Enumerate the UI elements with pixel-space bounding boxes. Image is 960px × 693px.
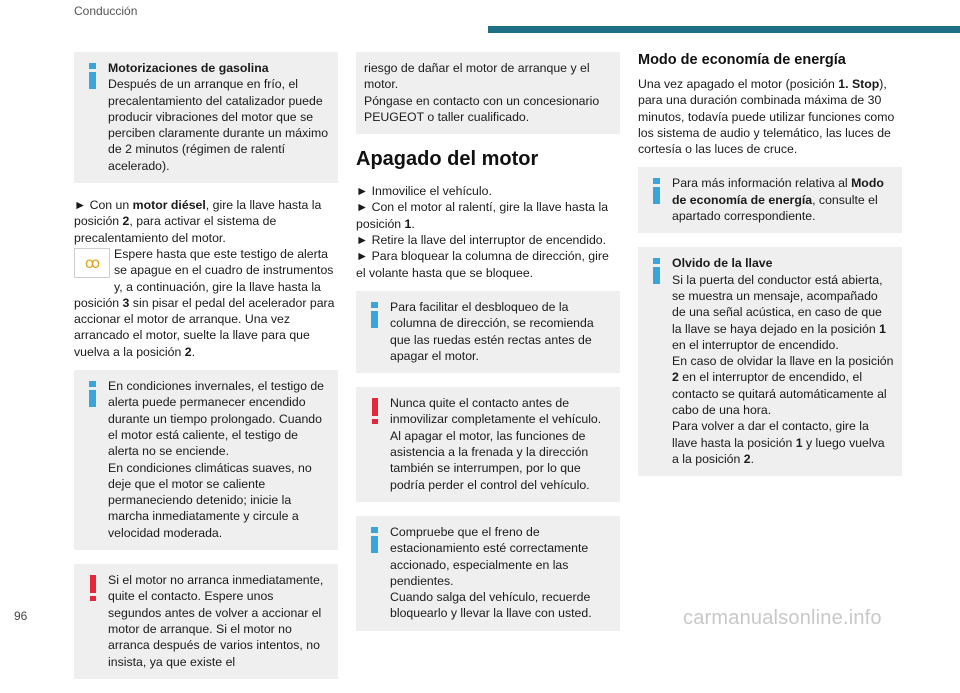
box-text: En condiciones climáticas suaves, no deje que el motor se caliente permaneciendo detenido; inicie la marcha inmediatamente y circule a velocidad moderada. [108,460,312,540]
telltale-paragraph: ꝏ Espere hasta que este testigo de alerta se apague en el cuadro de instrumentos y, a continuación, gire la llave hasta la posición 3 sin pisar el pedal del acelerador para accionar el motor de arranque. Una vez arrancado el motor, suelte la llave para que vuelva a la posición 2. [74,246,335,359]
info-icon [88,63,97,89]
box-text: Si el motor no arranca inmediatamente, quite el contacto. Espere unos segundos antes de volver a accionar el motor de arranque. Si el motor no arranca después de varios intentos, no insista, ya que existe el [108,573,324,669]
box-text: Cuando salga del vehículo, recuerde bloquearlo y llevar la llave con usted. [390,590,592,621]
info-box-steering [356,291,620,373]
column-1 [74,52,338,693]
box-text: Nunca quite el contacto antes de inmovilizar completamente el vehículo. Al apagar el motor, las funciones de asistencia a la frenada y la dirección también se interrumpen, por lo que podría perder el control del vehículo. [390,396,602,492]
watermark: carmanualsonline.info [683,607,882,629]
box-text: Para facilitar el desbloqueo de la columna de dirección, se recomienda que las ruedas estén rectas antes de apagar el motor. [390,299,594,363]
diesel-paragraph: ► Con un motor diésel, gire la llave hasta la posición 2, para activar el sistema de precalentamiento del motor. [74,198,322,245]
info-box-gasoline [74,52,338,183]
warning-icon [371,398,379,424]
warning-box-ignition [356,387,620,502]
info-box-winter [74,370,338,550]
info-icon [652,258,661,284]
info-icon [652,178,661,204]
step-2: ► Con el motor al ralentí, gire la llave hasta la posición 1. [356,200,609,231]
box-text: Después de un arranque en frío, el precalentamiento del catalizador puede producir vibraciones del motor que se perciben claramente durante un máximo de 2 minutos (régimen de ralentí acelerado). [108,77,329,173]
box-title: Motorizaciones de gasolina [108,61,269,75]
warning-box-continued [356,52,620,134]
info-icon [370,302,379,328]
subsection-title: Modo de economía de energía [638,52,846,68]
warning-icon [89,575,97,601]
step-1: ► Inmovilice el vehículo. [356,184,492,199]
info-icon [370,527,379,553]
step-3: ► Retire la llave del interruptor de encendido. [356,233,607,248]
info-box-parking-brake [356,516,620,631]
info-box-energy-mode: Para más información relativa al Modo de economía de energía, consulte el apartado correspondiente. [638,167,902,233]
page-number: 96 [14,609,28,623]
box-title: Olvido de la llave [672,256,773,271]
energy-mode-paragraph: Una vez apagado el motor (posición 1. Stop), para una duración combinada máxima de 30 minutos, todavía puede utilizar funciones como los sistema de audio y telemático, las luces de cortesía o las luces de cruce. [638,77,895,157]
glow-plug-warning-icon: ꝏ [74,248,110,278]
step-4: ► Para bloquear la columna de dirección, gire el volante hasta que se bloquee. [356,249,609,280]
info-icon [88,381,97,407]
box-text: Póngase en contacto con un concesionario PEUGEOT o taller cualificado. [364,93,600,124]
column-3 [638,52,902,490]
section-title: Apagado del motor [356,148,539,171]
info-box-forgotten-key: Olvido de la llave Si la puerta del conductor está abierta, se muestra un mensaje, acompañado de una señal acústica, en caso de que la llave se haya dejado en la posición 1 en el interruptor de encendido. En caso de olvidar la llave en la posición 2 en el interruptor de encendido, el contacto se quitará automáticamente al cabo de una hora. Para volver a dar el contacto, gire la llave hasta la posición 1 y luego vuelva a la posición 2. [638,247,902,476]
header-rule [488,26,960,33]
box-text: En condiciones invernales, el testigo de alerta puede permanecer encendido durante un tiempo prolongado. Cuando el motor está caliente, el testigo de alerta no se enciende. [108,379,325,459]
warning-box-no-start [74,564,338,679]
running-header: Conducción [74,4,138,18]
box-text: Compruebe que el freno de estacionamiento esté correctamente accionado, especialmente en las pendientes. [390,524,589,588]
column-2 [356,52,620,645]
box-text: riesgo de dañar el motor de arranque y el motor. [364,61,590,92]
